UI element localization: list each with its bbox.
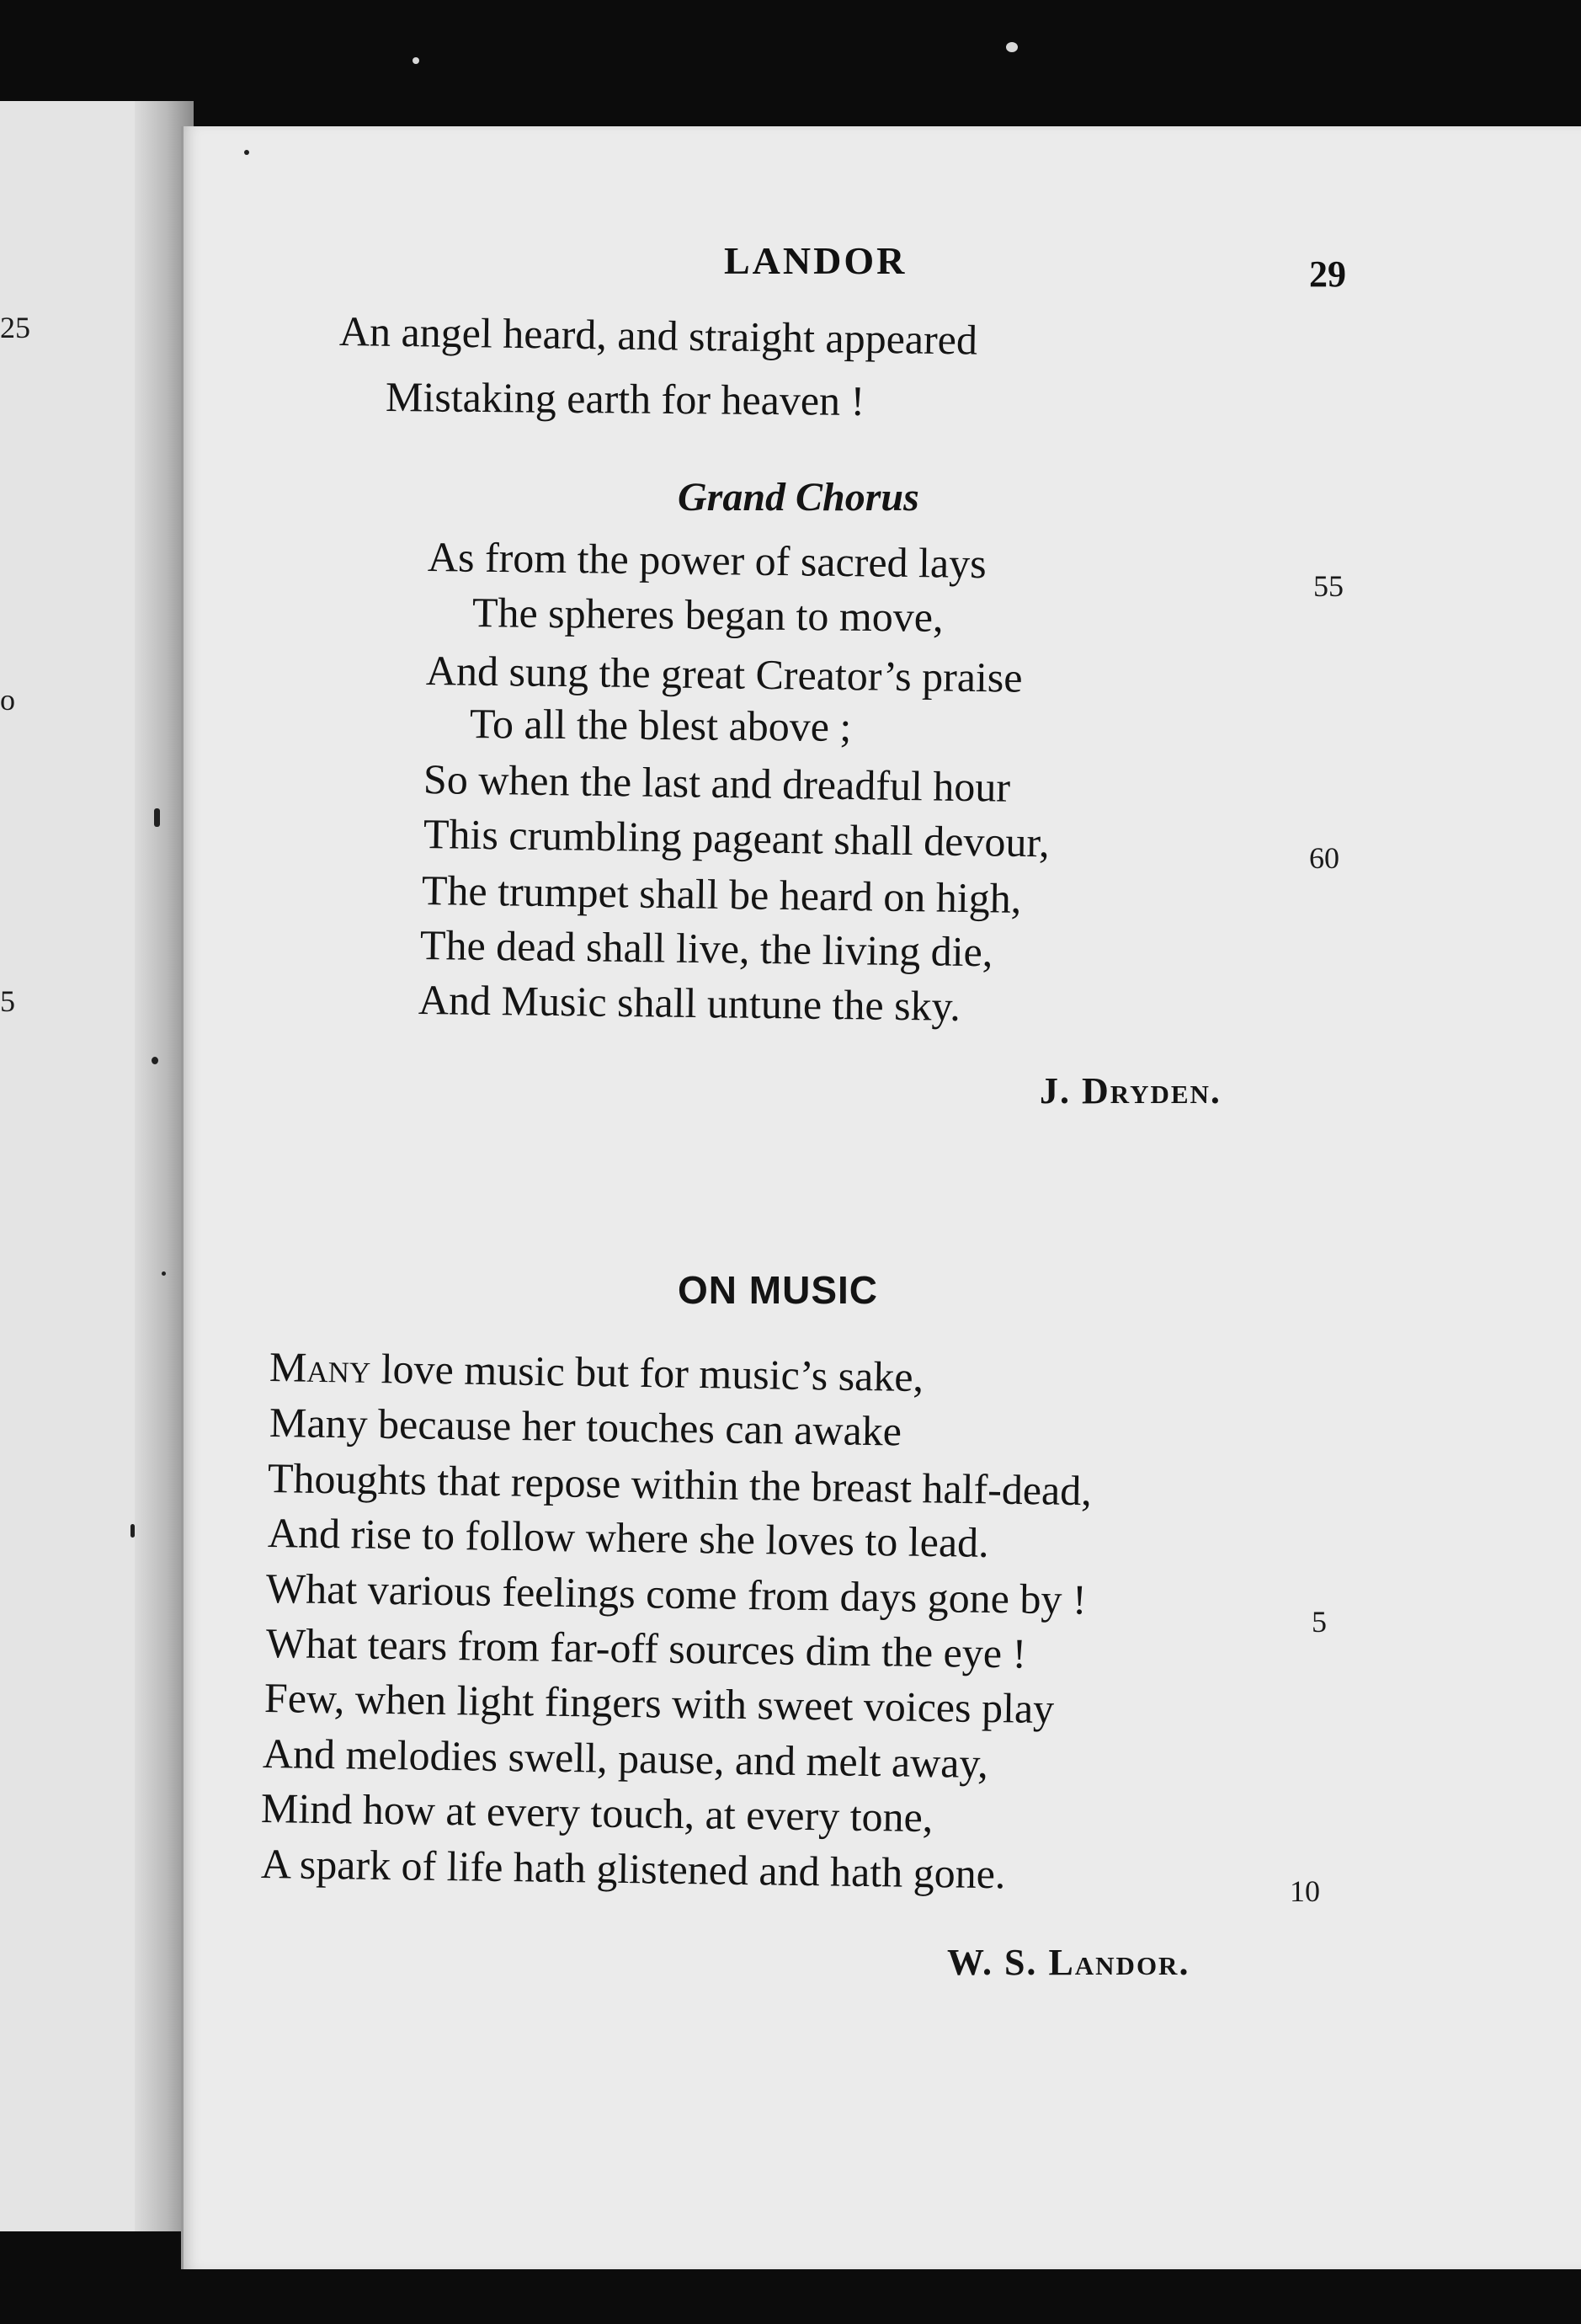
dust-speck bbox=[154, 808, 160, 827]
poem-line: What various feelings come from days gone by ! bbox=[265, 1564, 1088, 1623]
page-number: 29 bbox=[1309, 253, 1346, 295]
left-page-line-number: 5 bbox=[0, 984, 15, 1018]
first-word: Many bbox=[269, 1343, 371, 1392]
poem-line: A spark of life hath glistened and hath gone. bbox=[260, 1840, 1006, 1898]
book-page bbox=[181, 126, 1581, 2269]
poem-line: And Music shall untune the sky. bbox=[418, 976, 961, 1030]
poem-line: The spheres began to move, bbox=[471, 589, 944, 641]
poem-line: Many because her touches can awake bbox=[269, 1399, 902, 1455]
poem-line: And sung the great Creator’s praise bbox=[425, 647, 1023, 701]
author-name: Dryden bbox=[1082, 1070, 1211, 1111]
poem-line bbox=[269, 1343, 924, 1401]
author-initial: J. bbox=[1040, 1070, 1082, 1111]
author-initial: W. S. bbox=[947, 1942, 1049, 1983]
author-period: . bbox=[1210, 1070, 1222, 1111]
poem-line: So when the last and dreadful hour bbox=[423, 755, 1011, 811]
line-number: 5 bbox=[1312, 1605, 1327, 1639]
poem-line: And melodies swell, pause, and melt away, bbox=[262, 1730, 989, 1788]
poem-line: As from the power of sacred lays bbox=[427, 533, 987, 588]
section-subheading: Grand Chorus bbox=[678, 475, 919, 520]
author-attribution bbox=[947, 1941, 1190, 1984]
dust-speck bbox=[413, 57, 419, 64]
author-name: Landor bbox=[1048, 1942, 1179, 1983]
poem-line: The dead shall live, the living die, bbox=[419, 921, 993, 976]
dust-speck bbox=[152, 1057, 158, 1064]
left-page-line-number: o bbox=[0, 683, 15, 717]
poem-title: ON MUSIC bbox=[678, 1268, 878, 1312]
dust-speck bbox=[162, 1271, 166, 1276]
author-period: . bbox=[1179, 1942, 1190, 1983]
line-number: 60 bbox=[1309, 841, 1339, 875]
left-page-line-number: 25 bbox=[0, 311, 30, 344]
poem-line: Mind how at every touch, at every tone, bbox=[260, 1784, 934, 1842]
running-head: LANDOR bbox=[724, 239, 908, 282]
dust-speck bbox=[1006, 42, 1018, 52]
poem-line: To all the blest above ; bbox=[469, 700, 852, 750]
poem-line: Thoughts that repose within the breast half-dead, bbox=[267, 1454, 1093, 1515]
first-line-rest: love music but for music’s sake, bbox=[370, 1344, 924, 1401]
poem-line: Mistaking earth for heaven ! bbox=[385, 373, 865, 424]
poem-line: An angel heard, and straight appeared bbox=[338, 307, 978, 364]
poem-line: And rise to follow where she loves to lead. bbox=[267, 1509, 990, 1566]
poem-line: What tears from far-off sources dim the eye ! bbox=[265, 1619, 1027, 1677]
poem-line: The trumpet shall be heard on high, bbox=[421, 866, 1022, 922]
line-number: 10 bbox=[1290, 1874, 1320, 1908]
dust-speck bbox=[130, 1524, 135, 1538]
poem-line: Few, when light fingers with sweet voices play bbox=[264, 1674, 1055, 1733]
line-number: 55 bbox=[1313, 569, 1344, 603]
poem-line: This crumbling pageant shall devour, bbox=[423, 810, 1050, 866]
dust-speck bbox=[244, 150, 249, 155]
author-attribution bbox=[1040, 1069, 1222, 1112]
